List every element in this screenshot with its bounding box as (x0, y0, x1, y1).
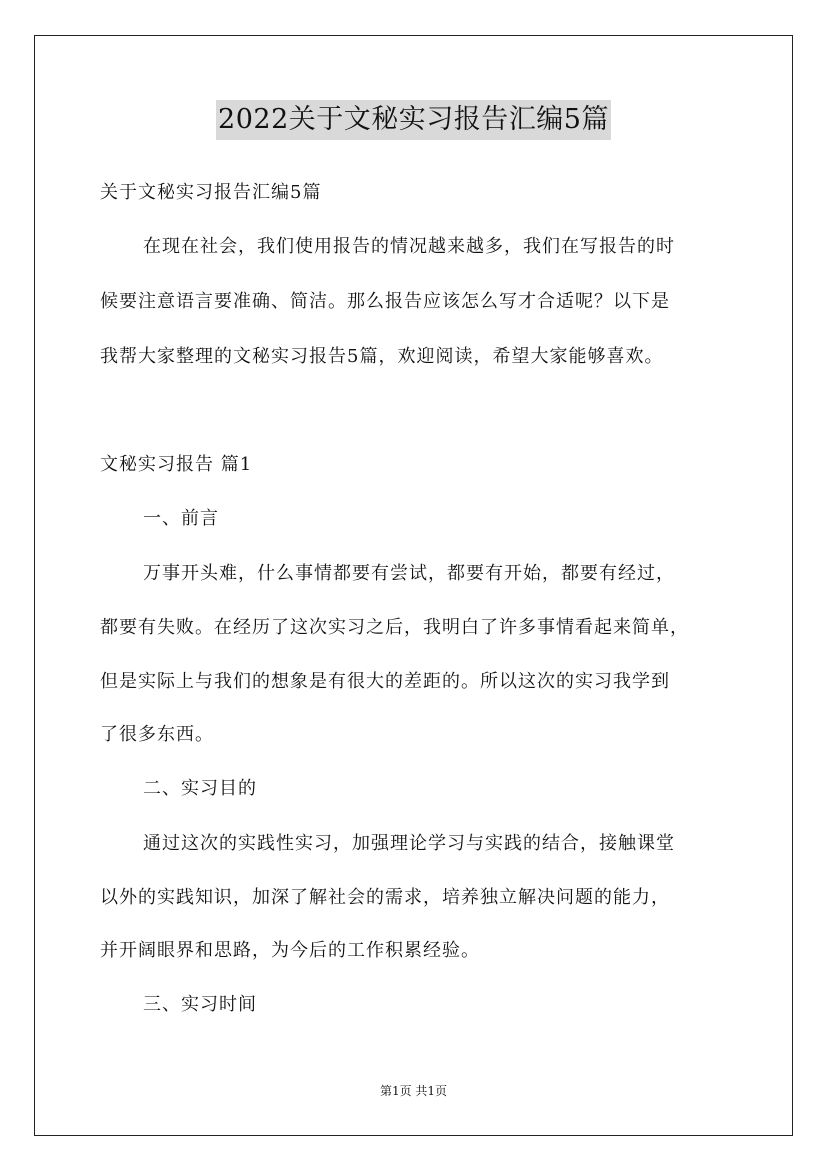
paragraph-line: 万事开头难，什么事情都要有尝试，都要有开始，都要有经过， (143, 563, 675, 584)
title-container (0, 100, 827, 140)
intro-line: 候要注意语言要准确、简洁。那么报告应该怎么写才合适呢？以下是 (100, 291, 670, 312)
intro-line: 在现在社会，我们使用报告的情况越来越多，我们在写报告的时 (143, 236, 675, 257)
paragraph-line: 了很多东西。 (100, 724, 214, 745)
paragraph-line: 都要有失败。在经历了这次实习之后，我明白了许多事情看起来简单， (100, 617, 689, 638)
paragraph-line: 并开阔眼界和思路，为今后的工作积累经验。 (100, 940, 480, 961)
paragraph-line: 以外的实践知识，加深了解社会的需求，培养独立解决问题的能力， (100, 887, 670, 908)
section-heading: 一、前言 (143, 508, 219, 529)
section-heading: 三、实习时间 (143, 994, 257, 1015)
chapter-heading: 文秘实习报告 篇1 (100, 454, 253, 475)
paragraph-line: 但是实际上与我们的想象是有很大的差距的。所以这次的实习我学到 (100, 671, 670, 692)
section-heading: 二、实习目的 (143, 778, 257, 799)
intro-line: 我帮大家整理的文秘实习报告5篇，欢迎阅读，希望大家能够喜欢。 (100, 346, 664, 367)
page-number: 第1页 共1页 (379, 1084, 448, 1098)
paragraph-line: 通过这次的实践性实习，加强理论学习与实践的结合，接触课堂 (143, 833, 675, 854)
document-subtitle: 关于文秘实习报告汇编5篇 (100, 182, 322, 203)
document-title: 2022关于文秘实习报告汇编5篇 (216, 100, 611, 140)
